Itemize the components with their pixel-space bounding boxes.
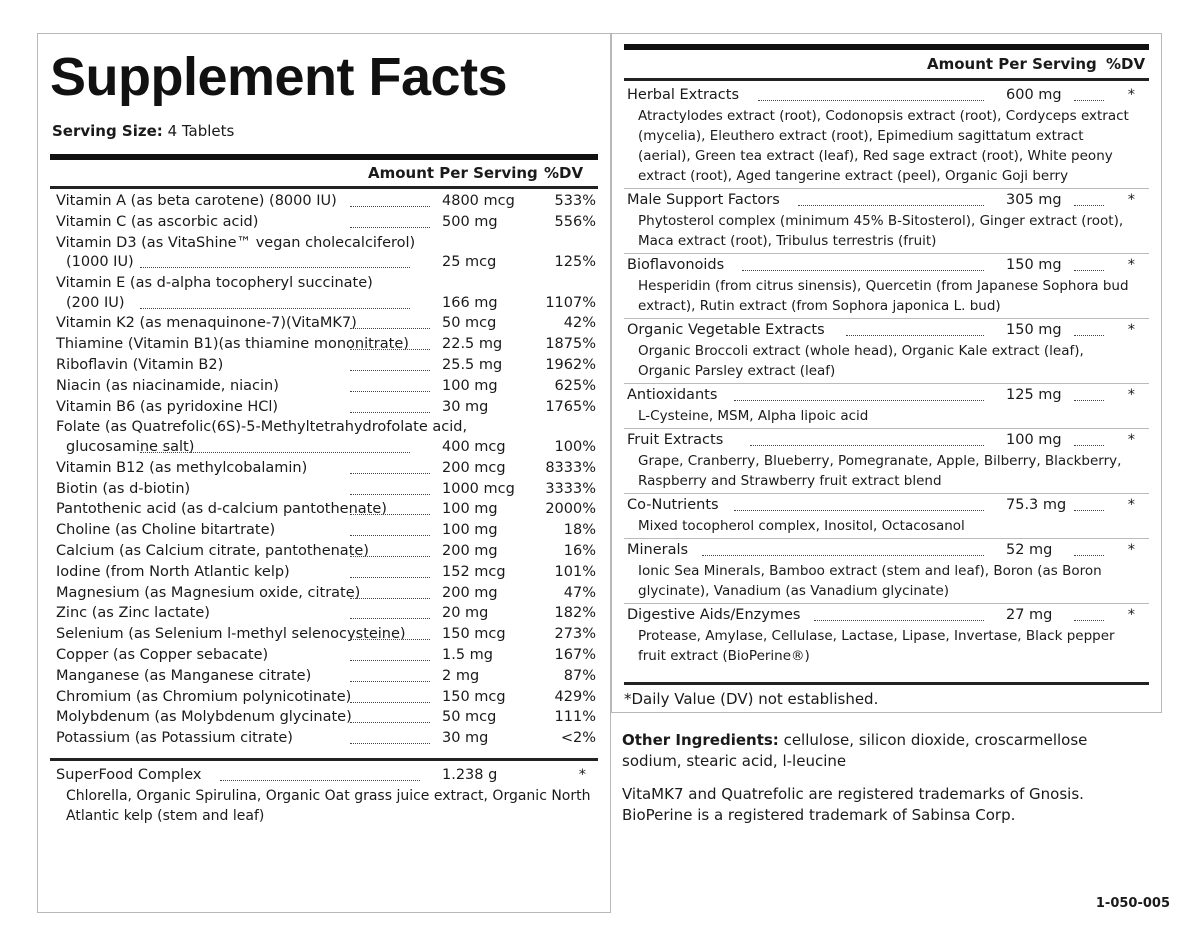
blend-desc: (mycelia), Eleuthero extract (root), Epimedium sagittatum extract: [638, 128, 1084, 144]
supplement-facts-left-panel: [37, 33, 611, 913]
nutrient-row: [50, 688, 596, 708]
nutrient-row: [50, 480, 596, 500]
nutrient-name: Chromium (as Chromium polynicotinate): [56, 688, 352, 705]
blend-dv: *: [1127, 387, 1135, 403]
blend-name: Bioflavonoids: [627, 257, 725, 273]
blend-separator: [624, 188, 1149, 189]
right-dv-header: %DV: [1106, 55, 1146, 73]
nutrient-row: [50, 398, 596, 418]
blend-row: [624, 496, 1147, 516]
blend-amount: 100 mg: [1006, 432, 1062, 448]
nutrient-row: [50, 335, 596, 355]
right-header-rule: [624, 44, 1149, 50]
leader-dots: [750, 445, 984, 446]
nutrient-amount: 500 mg: [442, 213, 498, 230]
superfood-desc: Atlantic kelp (stem and leaf): [66, 808, 265, 824]
nutrient-amount: 30 mg: [442, 398, 489, 415]
blend-name: Minerals: [627, 542, 689, 558]
nutrient-dv: 8333%: [545, 459, 596, 476]
leader-dots: [742, 270, 984, 271]
nutrient-row: [50, 274, 596, 313]
leader-dots: [350, 702, 430, 703]
nutrient-dv: 182%: [554, 605, 596, 622]
nutrient-name: Vitamin A (as beta carotene) (8000 IU): [56, 193, 337, 209]
nutrient-amount: 100 mg: [442, 377, 498, 394]
leader-dots: [350, 391, 430, 392]
blend-separator: [624, 493, 1149, 494]
blend-name: Digestive Aids/Enzymes: [627, 607, 801, 623]
nutrient-row: [50, 563, 596, 583]
header-rule: [50, 154, 598, 160]
leader-dots: [350, 681, 430, 682]
blend-row: [624, 606, 1147, 626]
page-title: Supplement Facts: [50, 47, 508, 107]
blend-separator: [624, 428, 1149, 429]
nutrient-dv: 2000%: [545, 501, 596, 518]
blend-desc: Raspberry and Strawberry fruit extract blend: [638, 473, 942, 489]
supplement-facts-right-panel: [611, 33, 1162, 713]
nutrient-name: Vitamin B12 (as methylcobalamin): [56, 459, 308, 476]
nutrient-dv: 125%: [554, 254, 596, 271]
blend-row: [624, 86, 1147, 106]
nutrient-name-cont: (200 IU): [66, 294, 125, 311]
superfood-name: SuperFood Complex: [56, 767, 202, 783]
blend-desc: Organic Parsley extract (leaf): [638, 363, 836, 379]
nutrient-name-cont: glucosamine salt): [66, 438, 195, 455]
nutrient-amount: 200 mg: [442, 543, 498, 559]
leader-dots: [350, 412, 430, 413]
nutrient-dv: 556%: [554, 213, 596, 230]
nutrient-name: Zinc (as Zinc lactate): [56, 605, 210, 622]
nutrient-name: Biotin (as d-biotin): [56, 480, 191, 497]
leader-dots: [350, 722, 430, 723]
trademark-line-1: VitaMK7 and Quatrefolic are registered trademarks of Gnosis.: [622, 785, 1084, 803]
leader-dots: [1074, 205, 1104, 206]
other-ingredients-label: Other Ingredients:: [622, 731, 779, 749]
nutrient-amount: 50 mcg: [442, 709, 497, 726]
blend-desc: Maca extract (root), Tribulus terrestris (fruit): [638, 233, 937, 249]
nutrient-name: Calcium (as Calcium citrate, pantothenate): [56, 543, 369, 559]
blend-row: [624, 431, 1147, 451]
amount-header: Amount Per Serving: [368, 164, 538, 182]
leader-dots: [350, 349, 430, 350]
nutrient-dv: 87%: [563, 667, 596, 684]
blend-dv: *: [1127, 192, 1135, 208]
blend-row: [624, 191, 1147, 211]
nutrient-dv: 101%: [554, 563, 596, 580]
leader-dots: [350, 556, 430, 557]
nutrient-row: [50, 667, 596, 687]
right-header-underline: [624, 78, 1149, 81]
leader-dots: [350, 328, 430, 329]
leader-dots: [846, 335, 984, 336]
nutrient-amount: 100 mg: [442, 501, 498, 518]
blend-amount: 27 mg: [1006, 607, 1053, 623]
nutrient-dv: 1107%: [545, 294, 596, 311]
blend-amount: 305 mg: [1006, 192, 1062, 208]
blend-name: Male Support Factors: [627, 192, 780, 208]
leader-dots: [1074, 445, 1104, 446]
blend-row: [624, 321, 1147, 341]
blend-separator: [624, 253, 1149, 254]
nutrient-name: Thiamine (Vitamin B1)(as thiamine mononitrate): [56, 336, 409, 353]
nutrient-dv: 3333%: [545, 480, 596, 497]
nutrient-row: [50, 459, 596, 479]
nutrient-dv: 1765%: [545, 398, 596, 415]
serving-size: [52, 122, 234, 140]
blend-desc: (aerial), Green tea extract (leaf), Red sage extract (root), White peony: [638, 148, 1113, 164]
nutrient-row: [50, 314, 596, 334]
leader-dots: [350, 618, 430, 619]
blend-dv: *: [1127, 257, 1135, 273]
leader-dots: [734, 400, 984, 401]
nutrient-name-cont: (1000 IU): [66, 254, 134, 271]
leader-dots: [758, 100, 984, 101]
leader-dots: [350, 494, 430, 495]
superfood-row: [50, 766, 596, 786]
nutrient-amount: 150 mcg: [442, 688, 506, 705]
nutrient-amount: 150 mcg: [442, 626, 506, 643]
leader-dots: [1074, 270, 1104, 271]
nutrient-row: [50, 584, 596, 604]
nutrient-amount: 1.5 mg: [442, 647, 493, 663]
superfood-desc: Chlorella, Organic Spirulina, Organic Oat grass juice extract, Organic North: [66, 788, 591, 804]
blend-separator: [624, 318, 1149, 319]
header-underline: [50, 186, 598, 189]
nutrient-amount: 22.5 mg: [442, 336, 503, 353]
leader-dots: [814, 620, 984, 621]
other-ingredients-text-1: cellulose, silicon dioxide, croscarmellose: [783, 731, 1088, 749]
nutrient-row: [50, 356, 596, 376]
nutrient-row: [50, 708, 596, 728]
product-code: 1-050-005: [1095, 896, 1170, 911]
nutrient-name: Niacin (as niacinamide, niacin): [56, 377, 279, 394]
nutrient-name: Selenium (as Selenium l-methyl selenocysteine): [56, 626, 406, 643]
serving-size-value: 4 Tablets: [167, 122, 235, 140]
nutrient-amount: 200 mg: [442, 584, 498, 601]
nutrient-dv: 429%: [554, 688, 596, 705]
blend-amount: 52 mg: [1006, 542, 1053, 558]
nutrient-dv: 18%: [563, 522, 596, 539]
nutrient-row: [50, 625, 596, 645]
nutrient-dv: 167%: [554, 647, 596, 663]
nutrient-name: Riboflavin (Vitamin B2): [56, 357, 224, 373]
nutrient-dv: 533%: [554, 193, 596, 209]
blend-desc: Protease, Amylase, Cellulase, Lactase, Lipase, Invertase, Black pepper: [638, 628, 1115, 644]
blend-separator: [624, 383, 1149, 384]
blend-dv: *: [1127, 607, 1135, 623]
nutrient-row: [50, 604, 596, 624]
nutrient-name: Vitamin E (as d-alpha tocopheryl succinate): [56, 275, 373, 291]
leader-dots: [734, 510, 984, 511]
leader-dots: [1074, 555, 1104, 556]
blend-desc: Phytosterol complex (minimum 45% B-Sitosterol), Ginger extract (root),: [638, 213, 1124, 229]
blend-amount: 125 mg: [1006, 387, 1062, 403]
leader-dots: [350, 535, 430, 536]
trademark-line-2: BioPerine is a registered trademark of Sabinsa Corp.: [622, 806, 1016, 824]
footnote-rule: [624, 682, 1149, 685]
nutrient-amount: 1000 mcg: [442, 480, 515, 497]
blend-name: Herbal Extracts: [627, 87, 739, 103]
nutrient-amount: 100 mg: [442, 522, 498, 539]
nutrient-row: [50, 646, 596, 666]
blend-name: Fruit Extracts: [627, 432, 724, 448]
nutrient-dv: 47%: [563, 584, 596, 601]
leader-dots: [350, 227, 430, 228]
blend-desc: Hesperidin (from citrus sinensis), Quercetin (from Japanese Sophora bud: [638, 278, 1129, 294]
leader-dots: [350, 206, 430, 207]
footnote: *Daily Value (DV) not established.: [624, 690, 879, 708]
blend-name: Organic Vegetable Extracts: [627, 322, 825, 338]
blend-name: Antioxidants: [627, 387, 718, 403]
leader-dots: [350, 473, 430, 474]
nutrient-row: [50, 213, 596, 233]
nutrient-name: Folate (as Quatrefolic(6S)-5-Methyltetrahydrofolate acid,: [56, 419, 468, 436]
leader-dots: [350, 370, 430, 371]
nutrient-name: Copper (as Copper sebacate): [56, 647, 269, 663]
nutrient-name: Choline (as Choline bitartrate): [56, 522, 276, 539]
nutrient-amount: 200 mcg: [442, 459, 506, 476]
blend-dv: *: [1127, 432, 1135, 448]
nutrient-name: Vitamin D3 (as VitaShine™ vegan cholecalciferol): [56, 234, 416, 251]
nutrient-dv: 16%: [563, 543, 596, 559]
nutrient-amount: 166 mg: [442, 294, 498, 311]
nutrient-dv: 625%: [554, 377, 596, 394]
nutrient-dv: 273%: [554, 626, 596, 643]
leader-dots: [1074, 620, 1104, 621]
leader-dots: [1074, 100, 1104, 101]
nutrient-dv: 42%: [563, 315, 596, 332]
blend-desc: extract (root), Aged tangerine extract (peel), Organic Goji berry: [638, 168, 1069, 184]
leader-dots: [798, 205, 984, 206]
blend-separator: [624, 603, 1149, 604]
nutrient-name: Vitamin B6 (as pyridoxine HCl): [56, 398, 279, 415]
nutrient-name: Manganese (as Manganese citrate): [56, 667, 312, 684]
blend-row: [624, 541, 1147, 561]
nutrient-dv: 100%: [554, 438, 596, 455]
leader-dots: [140, 452, 410, 453]
blend-dv: *: [1127, 322, 1135, 338]
nutrient-row: [50, 542, 596, 562]
nutrient-name: Potassium (as Potassium citrate): [56, 730, 293, 747]
nutrient-dv: 111%: [554, 709, 596, 726]
nutrient-name: Vitamin C (as ascorbic acid): [56, 213, 259, 230]
blend-amount: 150 mg: [1006, 322, 1062, 338]
blend-dv: *: [1127, 87, 1135, 103]
leader-dots: [1074, 400, 1104, 401]
nutrient-row: [50, 418, 596, 457]
nutrient-name: Pantothenic acid (as d-calcium pantothenate): [56, 501, 387, 518]
blend-desc: Mixed tocopherol complex, Inositol, Octacosanol: [638, 518, 965, 534]
leader-dots: [140, 308, 410, 309]
superfood-rule: [50, 758, 598, 761]
nutrient-row: [50, 500, 596, 520]
leader-dots: [350, 743, 430, 744]
nutrient-row: [50, 234, 596, 273]
blend-amount: 150 mg: [1006, 257, 1062, 273]
superfood-dv: *: [578, 767, 586, 783]
other-ingredients: [622, 730, 1087, 751]
blend-desc: glycinate), Vanadium (as Vanadium glycinate): [638, 583, 950, 599]
dv-header: %DV: [544, 164, 584, 182]
nutrient-name: Magnesium (as Magnesium oxide, citrate): [56, 584, 361, 601]
leader-dots: [350, 598, 430, 599]
leader-dots: [140, 267, 410, 268]
nutrient-amount: 25 mcg: [442, 254, 497, 271]
nutrient-dv: 1962%: [545, 357, 596, 373]
blend-dv: *: [1127, 497, 1135, 513]
blend-desc: L-Cysteine, MSM, Alpha lipoic acid: [638, 408, 869, 424]
superfood-amount: 1.238 g: [442, 767, 498, 783]
nutrient-name: Molybdenum (as Molybdenum glycinate): [56, 709, 352, 726]
blend-desc: Grape, Cranberry, Blueberry, Pomegranate, Apple, Bilberry, Blackberry,: [638, 453, 1122, 469]
nutrient-amount: 25.5 mg: [442, 357, 503, 373]
serving-size-label: Serving Size:: [52, 122, 163, 140]
nutrient-name: Iodine (from North Atlantic kelp): [56, 563, 290, 580]
nutrient-dv: 1875%: [545, 336, 596, 353]
leader-dots: [220, 780, 420, 781]
nutrient-amount: 20 mg: [442, 605, 489, 622]
nutrient-amount: 4800 mcg: [442, 193, 515, 209]
nutrient-row: [50, 729, 596, 749]
blend-desc: Organic Broccoli extract (whole head), Organic Kale extract (leaf),: [638, 343, 1084, 359]
leader-dots: [1074, 510, 1104, 511]
blend-row: [624, 256, 1147, 276]
nutrient-row: [50, 521, 596, 541]
nutrient-amount: 50 mcg: [442, 315, 497, 332]
blend-row: [624, 386, 1147, 406]
nutrient-row: [50, 192, 596, 212]
nutrient-row: [50, 377, 596, 397]
blend-dv: *: [1127, 542, 1135, 558]
blend-desc: extract), Rutin extract (from Sophora japonica L. bud): [638, 298, 1001, 314]
leader-dots: [702, 555, 984, 556]
nutrient-name: Vitamin K2 (as menaquinone-7)(VitaMK7): [56, 315, 357, 332]
nutrient-dv: <2%: [560, 730, 596, 747]
leader-dots: [350, 660, 430, 661]
blend-amount: 600 mg: [1006, 87, 1062, 103]
nutrient-amount: 30 mg: [442, 730, 489, 747]
nutrient-amount: 400 mcg: [442, 438, 506, 455]
other-ingredients-text-2: sodium, stearic acid, l-leucine: [622, 752, 847, 770]
nutrient-amount: 2 mg: [442, 667, 480, 684]
blend-desc: Ionic Sea Minerals, Bamboo extract (stem and leaf), Boron (as Boron: [638, 563, 1102, 579]
leader-dots: [350, 514, 430, 515]
blend-desc: fruit extract (BioPerine®): [638, 648, 810, 664]
leader-dots: [350, 577, 430, 578]
blend-desc: Atractylodes extract (root), Codonopsis extract (root), Cordyceps extract: [638, 108, 1129, 124]
blend-amount: 75.3 mg: [1006, 497, 1067, 513]
nutrient-amount: 152 mcg: [442, 563, 506, 580]
leader-dots: [1074, 335, 1104, 336]
right-amount-header: Amount Per Serving: [927, 55, 1097, 73]
blend-separator: [624, 538, 1149, 539]
leader-dots: [350, 639, 430, 640]
blend-name: Co-Nutrients: [627, 497, 719, 513]
